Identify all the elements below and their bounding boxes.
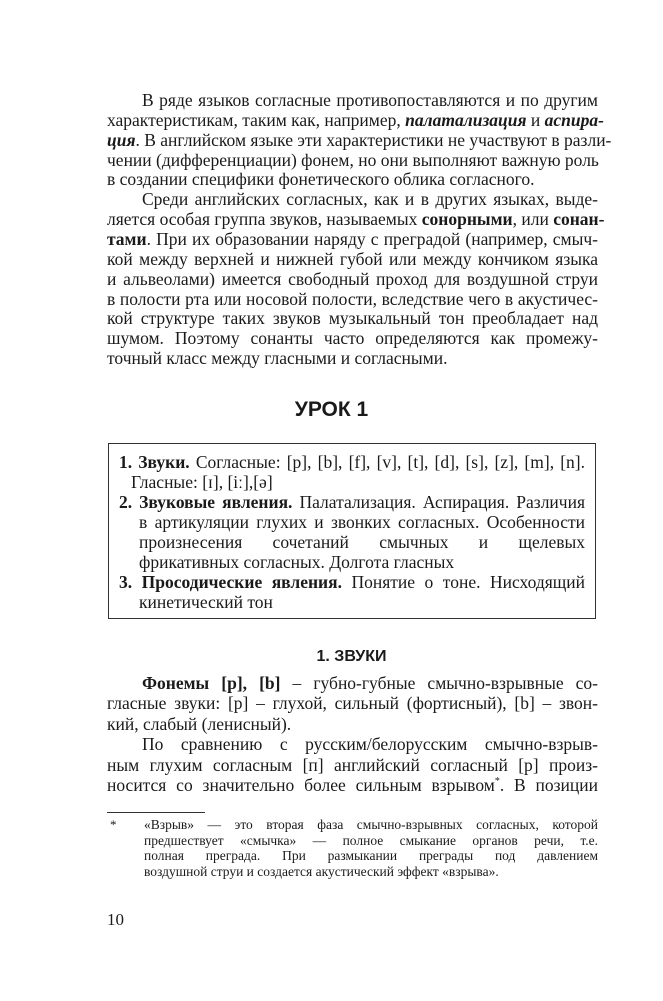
text-segment: «Взрыв» — это вторая фаза смычно-взрывных согласных, которой [144,817,598,832]
text-segment: ляется особая группа звуков, называемых [107,209,422,230]
text-segment: , или [512,209,554,230]
text-segment: полная преграда. При размыкании преграды под давлением [144,848,598,864]
text-segment: характеристикам, таким как, например, [107,109,406,130]
text-segment: Гласные: [ɪ], [iː],[ə] [131,472,273,492]
text-segment: тами [107,228,147,249]
text-segment: Понятие о тоне. Нисходящий [341,572,585,592]
text-line [107,755,598,775]
text-line [107,109,604,130]
text-segment: 2. Звуковые явления. [119,492,293,512]
text-line [107,229,598,249]
text-segment: шумом. Поэтому сонанты часто определяются как промежу- [107,328,598,349]
lesson-title: УРОК 1 [294,398,369,421]
text-line [139,552,585,572]
text-segment: аспира- [544,109,604,130]
text-segment: кой структуре таких звуков музыкальный тон преобладает над [107,308,598,329]
text-segment: сонан- [553,209,605,230]
text-line [139,592,585,612]
text-segment: кой между верхней и нижней губой или между кончиком языка [107,248,598,269]
text-segment: предшествует «смычка» — полное смыкание органов речи, т.е. [144,832,598,848]
lesson-contents-box [108,443,596,619]
text-segment: . При их образовании наряду с преградой (например, смыч- [146,228,598,249]
text-segment: Среди английских согласных, как и в других языках, выде- [142,189,598,210]
text-line [107,209,605,230]
text-line [142,734,598,754]
footnote-divider [107,812,205,813]
text-line [107,249,598,269]
text-line [107,169,598,189]
text-segment: воздушной струи и создается акустический эффект «взрыва». [144,864,499,880]
text-segment: 1. Звуки. [119,452,190,472]
footnote-marker: * [110,817,117,832]
text-line [107,348,598,368]
text-segment: гласные звуки: [p] – глухой, сильный (фортисный), [b] – звон- [107,693,598,714]
text-line [139,512,585,532]
text-line [142,90,598,110]
text-segment: в артикуляции глухих и звонких согласных. Особенности [139,512,585,532]
text-segment: сонорными [421,209,513,230]
text-segment: . В английском языке эти характеристики не участвуют в разли- [135,129,612,150]
text-segment: По сравнению с русским/белорусским смычно-взрыв- [142,734,598,755]
text-segment: ным глухим согласным [п] английский согласный [p] произ- [107,754,598,775]
text-segment: точный класс между гласными и согласными. [107,348,448,369]
text-segment: Фонемы [p], [b] [142,673,281,693]
text-line [139,532,585,552]
text-segment: фрикативных согласных. Долгота гласных [139,552,455,572]
text-line [144,833,598,849]
text-line [144,817,598,833]
text-line [107,269,598,289]
text-line [119,452,585,472]
text-segment: . В позиции [499,775,598,795]
text-line [119,572,585,592]
text-line [144,848,598,864]
text-line [107,129,612,150]
text-segment: * [494,776,500,788]
text-segment: кий, слабый (ленисный). [107,713,292,734]
text-line [142,189,598,209]
text-segment: кинетический тон [139,592,273,612]
text-line [131,472,585,492]
text-segment: произнесения сочетаний смычных и щелевых [139,532,585,552]
text-segment: В ряде языков согласные противопоставляются и по другим [142,90,598,110]
text-segment: ция [107,129,136,150]
text-line [119,492,585,512]
text-line [107,289,598,309]
text-line [107,328,598,348]
text-line [144,864,598,880]
text-segment: Палатализация. Аспирация. Различия [292,492,586,512]
text-line [107,150,598,170]
text-line [107,308,598,328]
page-number: 10 [107,910,124,929]
text-segment: и альвеолами) имеется свободный проход для воздушной струи [107,268,598,289]
text-line [142,673,598,693]
text-line [107,775,598,795]
text-segment: и [526,109,545,130]
text-segment: 3. Просодические явления. [119,572,342,592]
text-segment: Согласные: [p], [b], [f], [v], [t], [d], [s], [z], [m], [n]. [189,452,585,472]
text-segment: носится со значительно более сильным взрывом [107,775,495,795]
text-line [107,693,598,713]
text-segment: чении (дифференциации) фонем, но они выполняют важную роль [107,149,599,170]
text-segment: в создании специфики фонетического облика согласного. [107,169,535,190]
text-segment: – губно-губные смычно-взрывные со- [280,673,599,693]
section-title: 1. ЗВУКИ [316,648,387,665]
text-line [107,714,598,734]
text-segment: в полости рта или носовой полости, вследствие чего в акустичес- [107,288,598,309]
text-segment: палатализация [405,109,527,130]
